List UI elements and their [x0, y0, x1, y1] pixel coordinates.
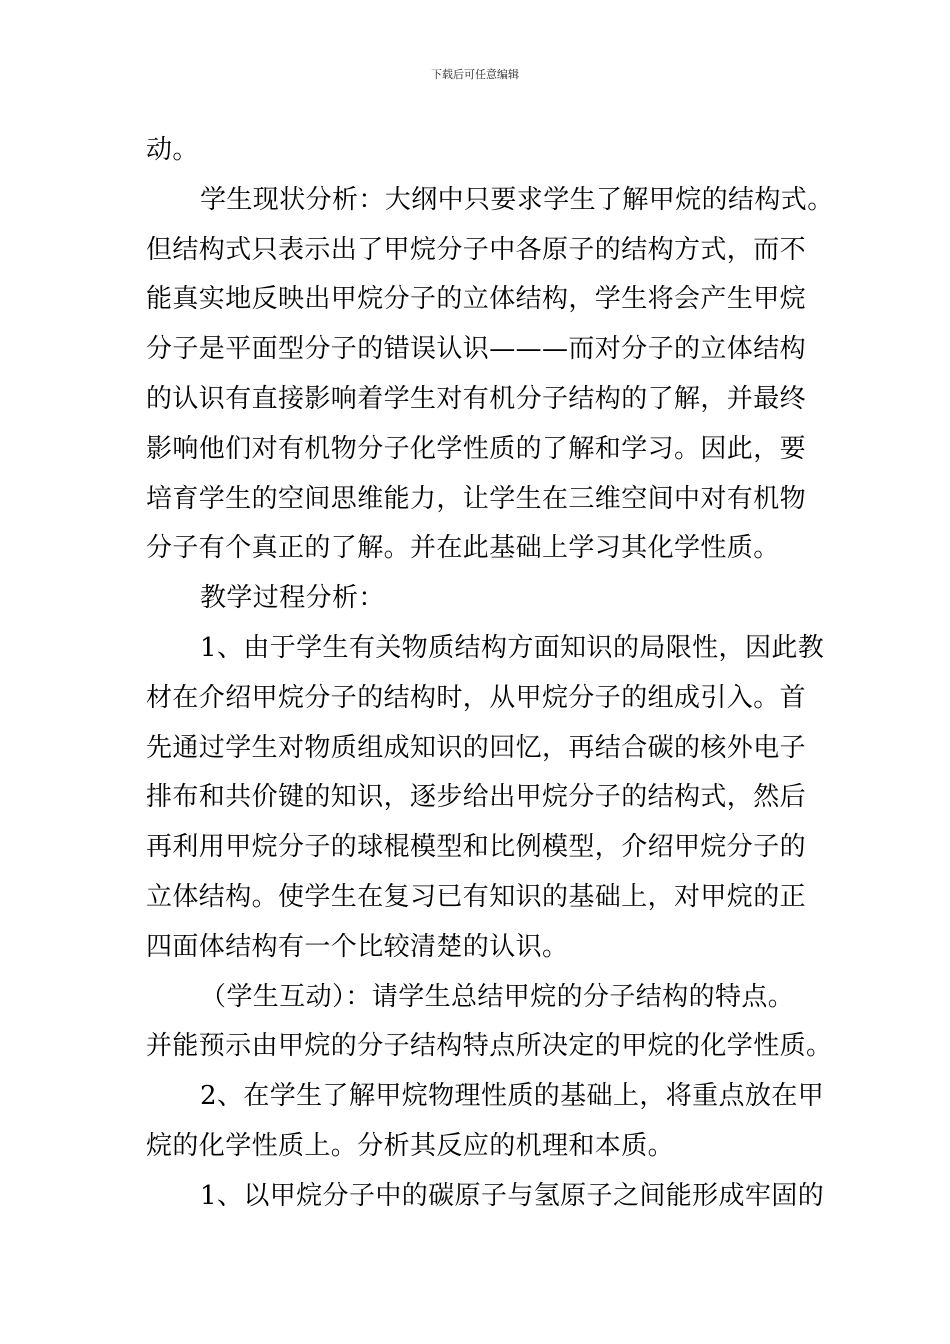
paragraph-start-line: 1、以甲烷分子中的碳原子与氢原子之间能形成牢固的 [200, 1180, 825, 1211]
text-line: 四面体结构有一个比较清楚的认识。 [146, 931, 569, 962]
text-line: 能真实地反映出甲烷分子的立体结构，学生将会产生甲烷 [146, 284, 807, 315]
text-line: 先通过学生对物质组成知识的回忆，再结合碳的核外电子 [146, 732, 807, 763]
text-line: 立体结构。使学生在复习已有知识的基础上，对甲烷的正 [146, 881, 807, 912]
paragraph-start-line: （学生互动）：请学生总结甲烷的分子结构的特点。 [200, 981, 795, 1012]
paragraph-start-line: 1、由于学生有关物质结构方面知识的局限性，因此教 [200, 632, 825, 663]
text-line: 培育学生的空间思维能力，让学生在三维空间中对有机物 [146, 483, 807, 514]
text-line: 的认识有直接影响着学生对有机分子结构的了解，并最终 [146, 383, 807, 414]
text-line: 排布和共价键的知识，逐步给出甲烷分子的结构式，然后 [146, 782, 807, 813]
text-line: 再利用甲烷分子的球棍模型和比例模型，介绍甲烷分子的 [146, 832, 807, 863]
text-line: 动。 [146, 135, 199, 165]
document-body [146, 126, 834, 1222]
text-line: 材在介绍甲烷分子的结构时，从甲烷分子的组成引入。首 [146, 682, 807, 713]
section-heading: 教学过程分析： [200, 583, 385, 614]
page-header: 下载后可任意编辑 [431, 68, 519, 81]
text-line: 分子是平面型分子的错误认识———而对分子的立体结构 [146, 334, 807, 365]
text-line: 但结构式只表示出了甲烷分子中各原子的结构方式，而不 [146, 234, 807, 265]
paragraph-start-line: 学生现状分析：大纲中只要求学生了解甲烷的结构式。 [200, 184, 834, 215]
text-line: 影响他们对有机物分子化学性质的了解和学习。因此，要 [146, 433, 807, 464]
text-line: 并能预示由甲烷的分子结构特点所决定的甲烷的化学性质。 [146, 1031, 833, 1062]
paragraph-start-line: 2、在学生了解甲烷物理性质的基础上，将重点放在甲 [200, 1081, 825, 1112]
text-line: 烷的化学性质上。分析其反应的机理和本质。 [146, 1130, 675, 1161]
text-line: 分子有个真正的了解。并在此基础上学习其化学性质。 [146, 533, 780, 564]
